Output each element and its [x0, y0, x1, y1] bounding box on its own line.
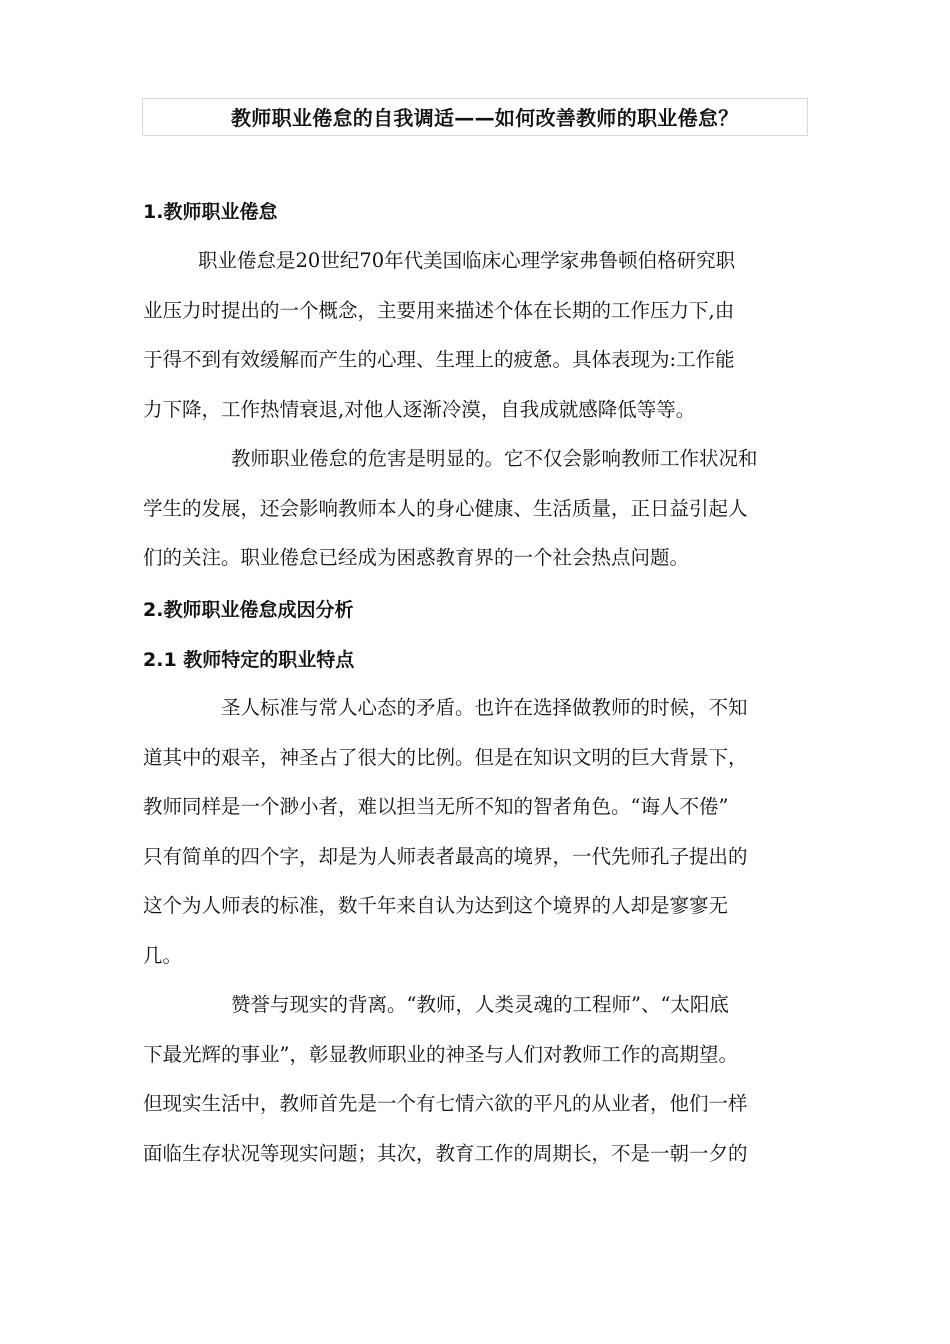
text-line: 力下降，工作热情衰退,对他人逐渐冷漠，自我成就感降低等等。: [143, 397, 696, 421]
paragraph: [143, 980, 823, 1178]
text-line: 圣人标准与常人心态的矛盾。也许在选择做教师的时候，不知: [221, 696, 748, 719]
title-box: [142, 98, 808, 136]
section-heading: 2.教师职业倦怠成因分析: [143, 599, 354, 621]
section-heading: 1.教师职业倦怠: [143, 201, 278, 223]
text-line: 只有简单的四个字，却是为人师表者最高的境界，一代先师孔子提出的: [143, 844, 748, 868]
text-line: 学生的发展，还会影响教师本人的身心健康、生活质量，正日益引起人: [143, 496, 748, 520]
text-line: 们的关注。职业倦怠已经成为困惑教育界的一个社会热点问题。: [143, 546, 690, 569]
text-line: 赞誉与现实的背离。“教师，人类灵魂的工程师”、“太阳底: [231, 993, 729, 1016]
text-line: 教师同样是一个渺小者，难以担当无所不知的智者角色。“诲人不倦”: [143, 795, 729, 818]
text-line: 下最光辉的事业”，彰显教师职业的神圣与人们对教师工作的高期望。: [143, 1042, 738, 1066]
document-title: 教师职业倦怠的自我调适——如何改善教师的职业倦怠？: [231, 106, 739, 130]
text-line: 几。: [143, 943, 183, 967]
text-line: 职业倦怠是20世纪70年代美国临床心理学家弗鲁顿伯格研究职: [198, 249, 736, 272]
text-line: 业压力时提出的一个概念，主要用来描述个体在长期的工作压力下,由: [143, 298, 735, 322]
paragraph: [143, 236, 823, 434]
paragraph: [143, 434, 823, 583]
text-line: 这个为人师表的标准，数千年来自认为达到这个境界的人却是寥寥无: [143, 894, 729, 917]
text-line: 但现实生活中，教师首先是一个有七情六欲的平凡的从业者，他们一样: [143, 1092, 748, 1115]
text-line: 教师职业倦怠的危害是明显的。它不仅会影响教师工作状况和: [231, 447, 758, 470]
paragraph: [143, 683, 823, 980]
subsection-heading: 2.1 教师特定的职业特点: [143, 649, 355, 671]
text-line: 面临生存状况等现实问题；其次，教育工作的周期长，不是一朝一夕的: [143, 1141, 748, 1165]
text-line: 于得不到有效缓解而产生的心理、生理上的疲惫。具体表现为:工作能: [143, 348, 735, 371]
text-line: 道其中的艰辛，神圣占了很大的比例。但是在知识文明的巨大背景下，: [143, 745, 748, 769]
